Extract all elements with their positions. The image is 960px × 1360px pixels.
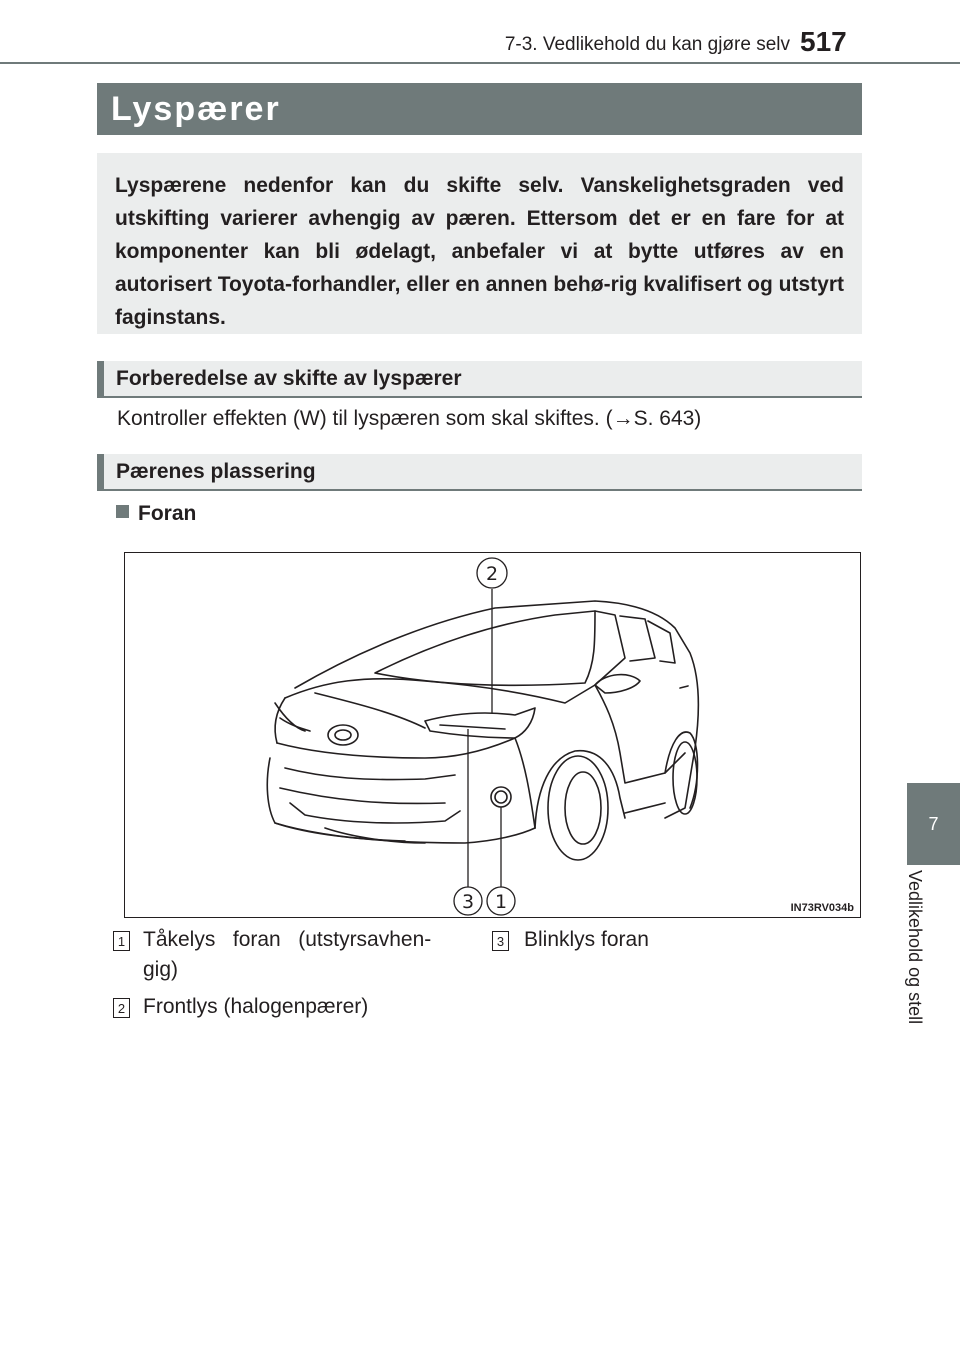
legend-item-turn-signal: [524, 925, 649, 955]
legend-item-headlight: [143, 992, 368, 1022]
subheading-location-text: Pærenes plassering: [116, 460, 316, 483]
subheading-preparation: [97, 361, 862, 398]
callout-label: 2: [485, 563, 499, 585]
legend-item-text: Blinklys foran: [524, 928, 649, 951]
page-number: 517: [800, 26, 847, 57]
legend-number-2: 2: [113, 998, 130, 1018]
page-title: Lyspærer: [97, 83, 862, 135]
bullet-heading-front-text: Foran: [138, 502, 197, 525]
chapter-side-label: [905, 870, 955, 1070]
header-rule: [0, 62, 960, 64]
callout-label: 1: [494, 891, 508, 913]
legend-number-1: 1: [113, 931, 130, 951]
car-illustration: [125, 553, 862, 919]
legend-item-fog-light: [143, 925, 431, 985]
bullet-heading-front: [116, 502, 196, 526]
callout-label: 3: [461, 891, 475, 913]
chapter-tab: [907, 783, 960, 865]
figure-code: IN73RV034b: [790, 902, 854, 914]
legend-item-text: gig): [143, 958, 179, 981]
subheading-bar: [97, 361, 104, 396]
chapter-side-label-text: Vedlikehold og stell: [905, 870, 925, 1025]
subheading-preparation-text: Forberedelse av skifte av lyspærer: [116, 367, 462, 390]
legend-number-3: 3: [492, 931, 509, 951]
subheading-bar: [97, 454, 104, 489]
car-front-figure: [124, 552, 861, 918]
chapter-number: 7: [928, 813, 939, 834]
legend-item-text: Tåkelys foran (utstyrsavhen-: [143, 928, 432, 951]
square-bullet-icon: [116, 505, 129, 518]
running-header-section: 7-3. Vedlikehold du kan gjøre selv: [504, 34, 790, 55]
intro-text: Lyspærene nedenfor kan du skifte selv. Vanskelighetsgraden ved utskifting varierer avhengig av pæren. Ettersom det er en fare for at komponenter kan bli ødelagt, anbefaler vi at bytte utføres av en autorisert Toyota-forhandler, eller en annen behø-rig kvalifisert og utstyrt faginstans.: [115, 174, 844, 329]
legend-item-text: Frontlys (halogenpærer): [143, 995, 369, 1018]
preparation-text: Kontroller effekten (W) til lyspæren som skal skiftes. (→S. 643): [117, 407, 702, 430]
subheading-location: [97, 454, 862, 491]
intro-box: [97, 153, 862, 334]
